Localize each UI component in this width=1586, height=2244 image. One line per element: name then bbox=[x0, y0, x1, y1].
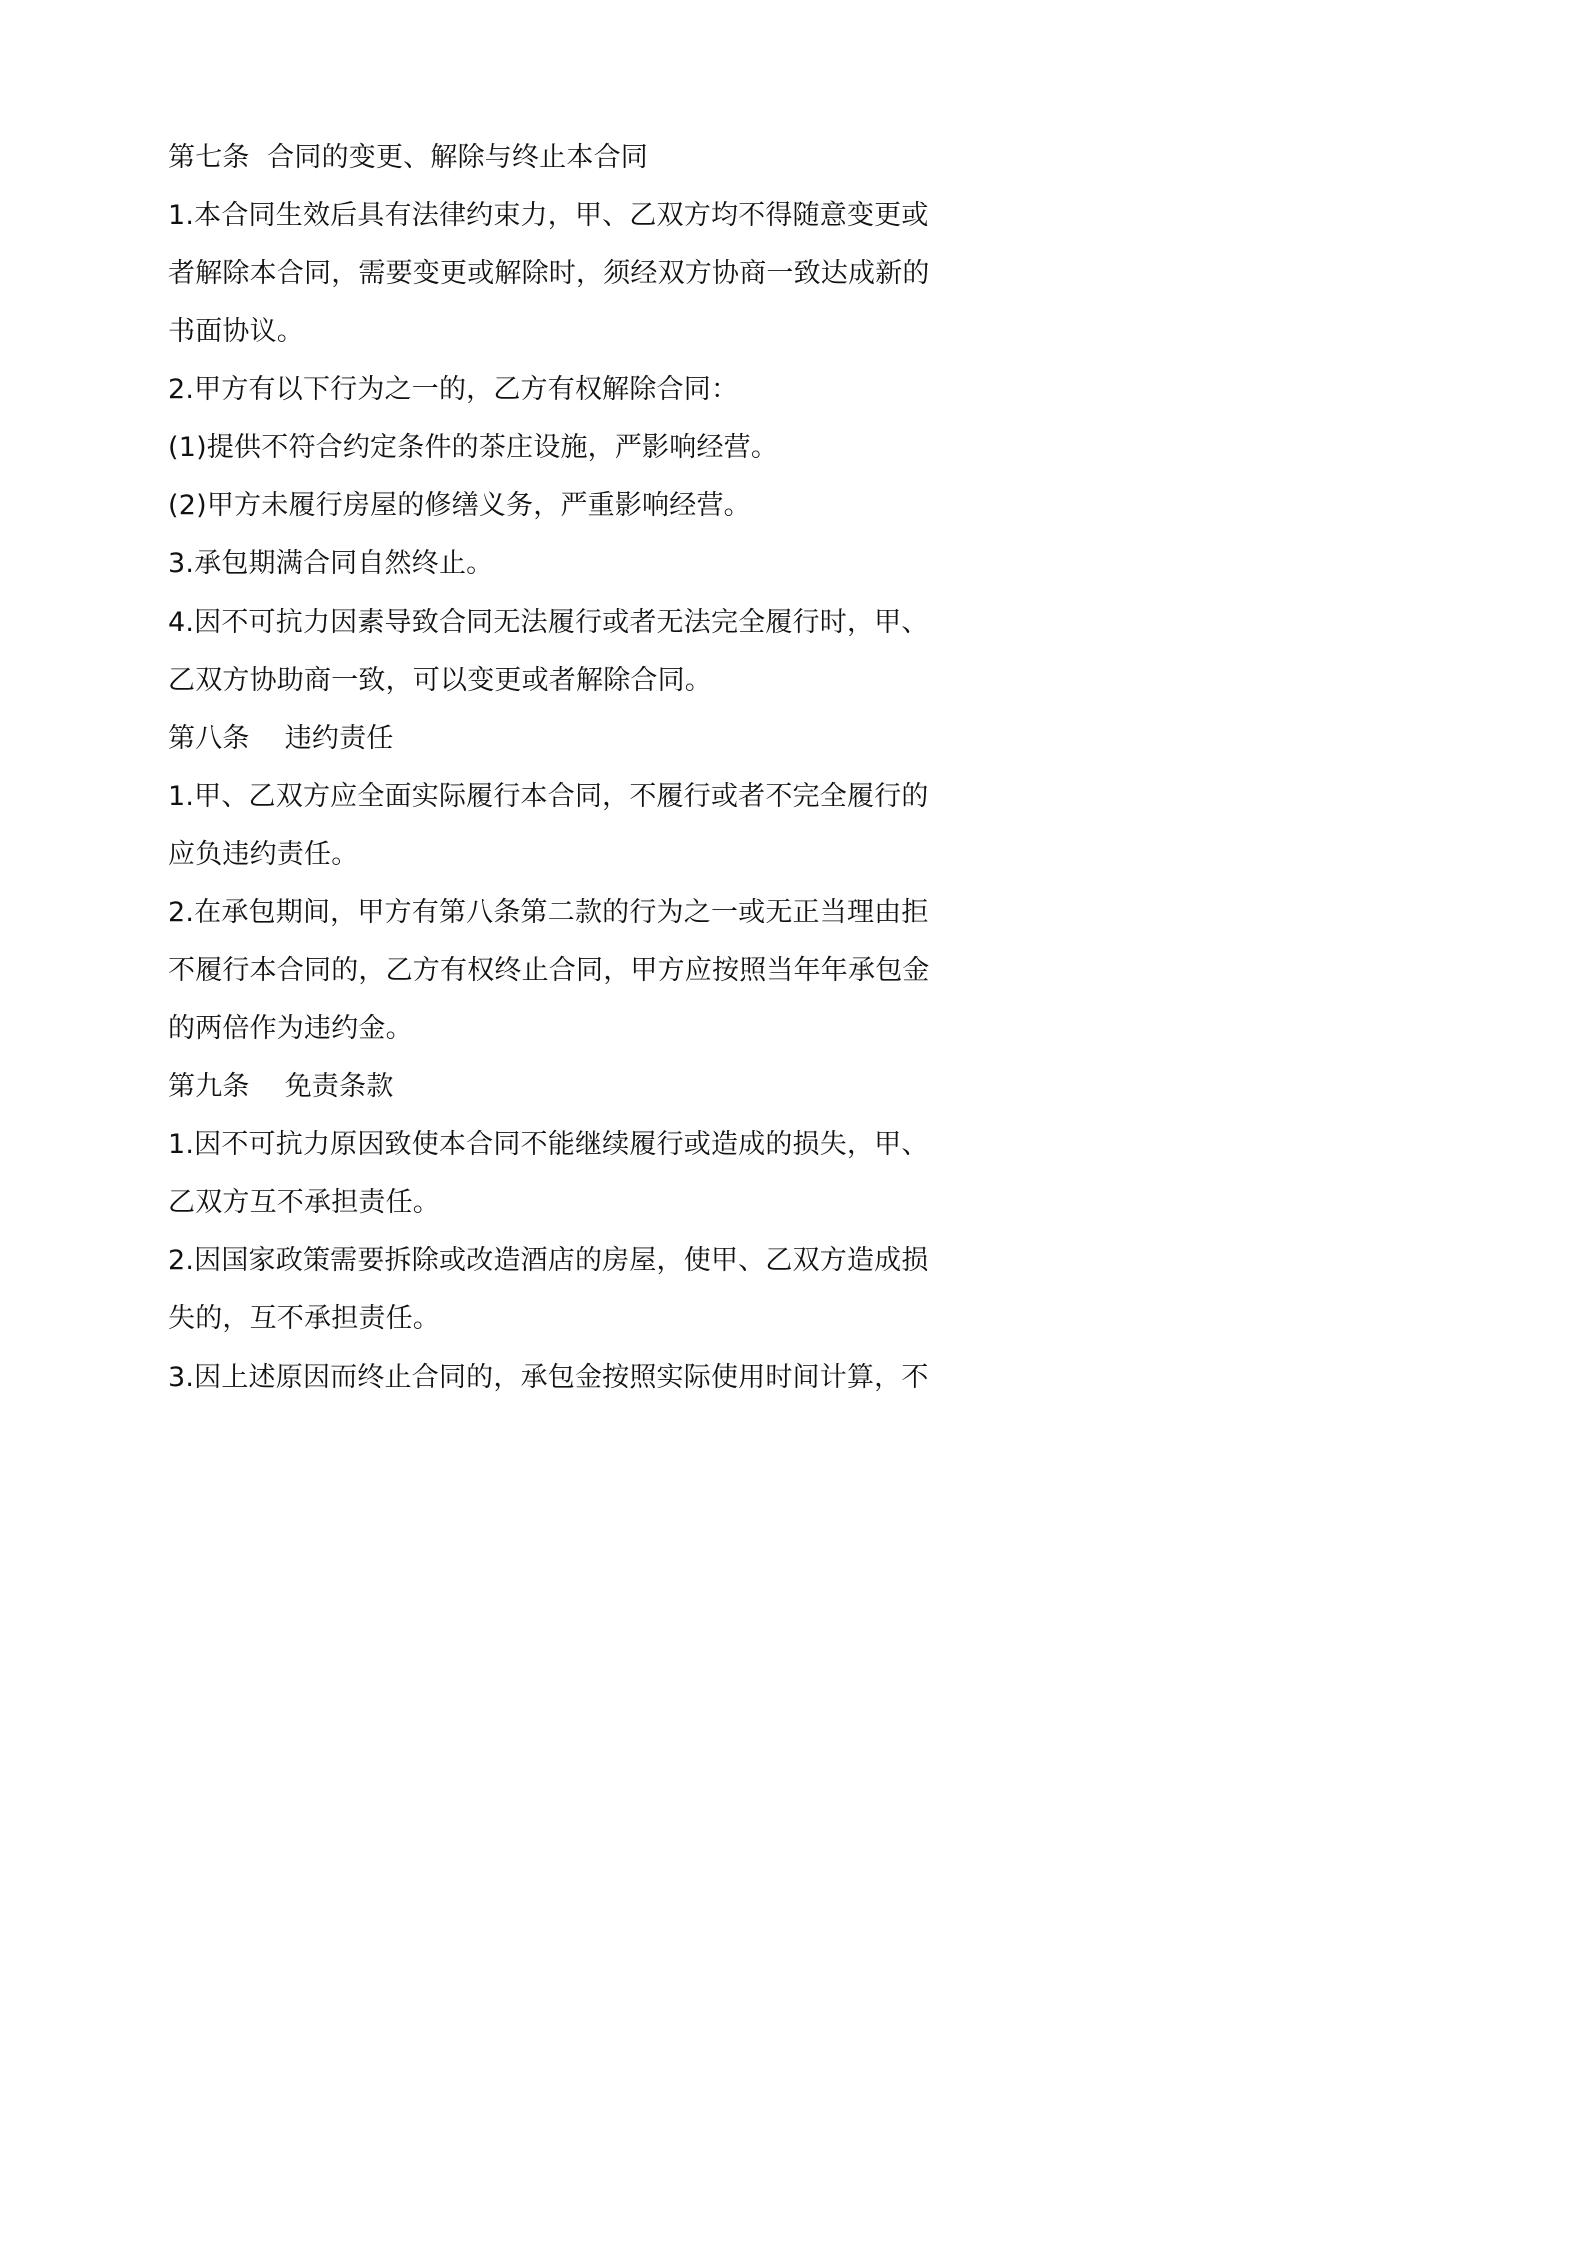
article-8-clause-2-line-1: 2.在承包期间，甲方有第八条第二款的行为之一或无正当理由拒 bbox=[168, 897, 929, 928]
article-7-clause-3: 3.承包期满合同自然终止。 bbox=[168, 548, 494, 579]
article-8-clause-1-line-1: 1.甲、乙双方应全面实际履行本合同，不履行或者不完全履行的 bbox=[168, 781, 929, 812]
article-8-clause-1-line-2: 应负违约责任。 bbox=[168, 839, 359, 870]
article-7-clause-2-item-1: (1)提供不符合约定条件的茶庄设施，严影响经营。 bbox=[168, 432, 779, 463]
article-9-clause-2-line-1: 2.因国家政策需要拆除或改造酒店的房屋，使甲、乙双方造成损 bbox=[168, 1245, 929, 1276]
article-7-clause-2-item-2: (2)甲方未履行房屋的修缮义务，严重影响经营。 bbox=[168, 490, 751, 521]
article-7-clause-1-line-2: 者解除本合同，需要变更或解除时，须经双方协商一致达成新的 bbox=[168, 258, 930, 289]
article-9-clause-1-line-2: 乙双方互不承担责任。 bbox=[168, 1187, 440, 1218]
article-7-clause-1-line-1: 1.本合同生效后具有法律约束力，甲、乙双方均不得随意变更或 bbox=[168, 200, 929, 231]
article-9-clause-2-line-2: 失的，互不承担责任。 bbox=[168, 1303, 440, 1334]
article-7-heading: 第七条 合同的变更、解除与终止本合同 bbox=[168, 142, 648, 173]
article-9-heading: 第九条 免责条款 bbox=[168, 1071, 394, 1102]
article-7-clause-2: 2.甲方有以下行为之一的，乙方有权解除合同： bbox=[168, 374, 739, 405]
article-7-clause-4-line-1: 4.因不可抗力因素导致合同无法履行或者无法完全履行时，甲、 bbox=[168, 607, 929, 638]
article-8-clause-2-line-2: 不履行本合同的，乙方有权终止合同，甲方应按照当年年承包金 bbox=[168, 955, 930, 986]
document-page bbox=[0, 0, 1103, 1560]
article-9-clause-3-line-1: 3.因上述原因而终止合同的，承包金按照实际使用时间计算，不 bbox=[168, 1362, 929, 1393]
article-7-clause-4-line-2: 乙双方协助商一致，可以变更或者解除合同。 bbox=[168, 665, 712, 696]
article-8-clause-2-line-3: 的两倍作为违约金。 bbox=[168, 1013, 413, 1044]
article-7-clause-1-line-3: 书面协议。 bbox=[168, 316, 304, 347]
article-9-clause-1-line-1: 1.因不可抗力原因致使本合同不能继续履行或造成的损失，甲、 bbox=[168, 1129, 929, 1160]
article-8-heading: 第八条 违约责任 bbox=[168, 723, 394, 754]
